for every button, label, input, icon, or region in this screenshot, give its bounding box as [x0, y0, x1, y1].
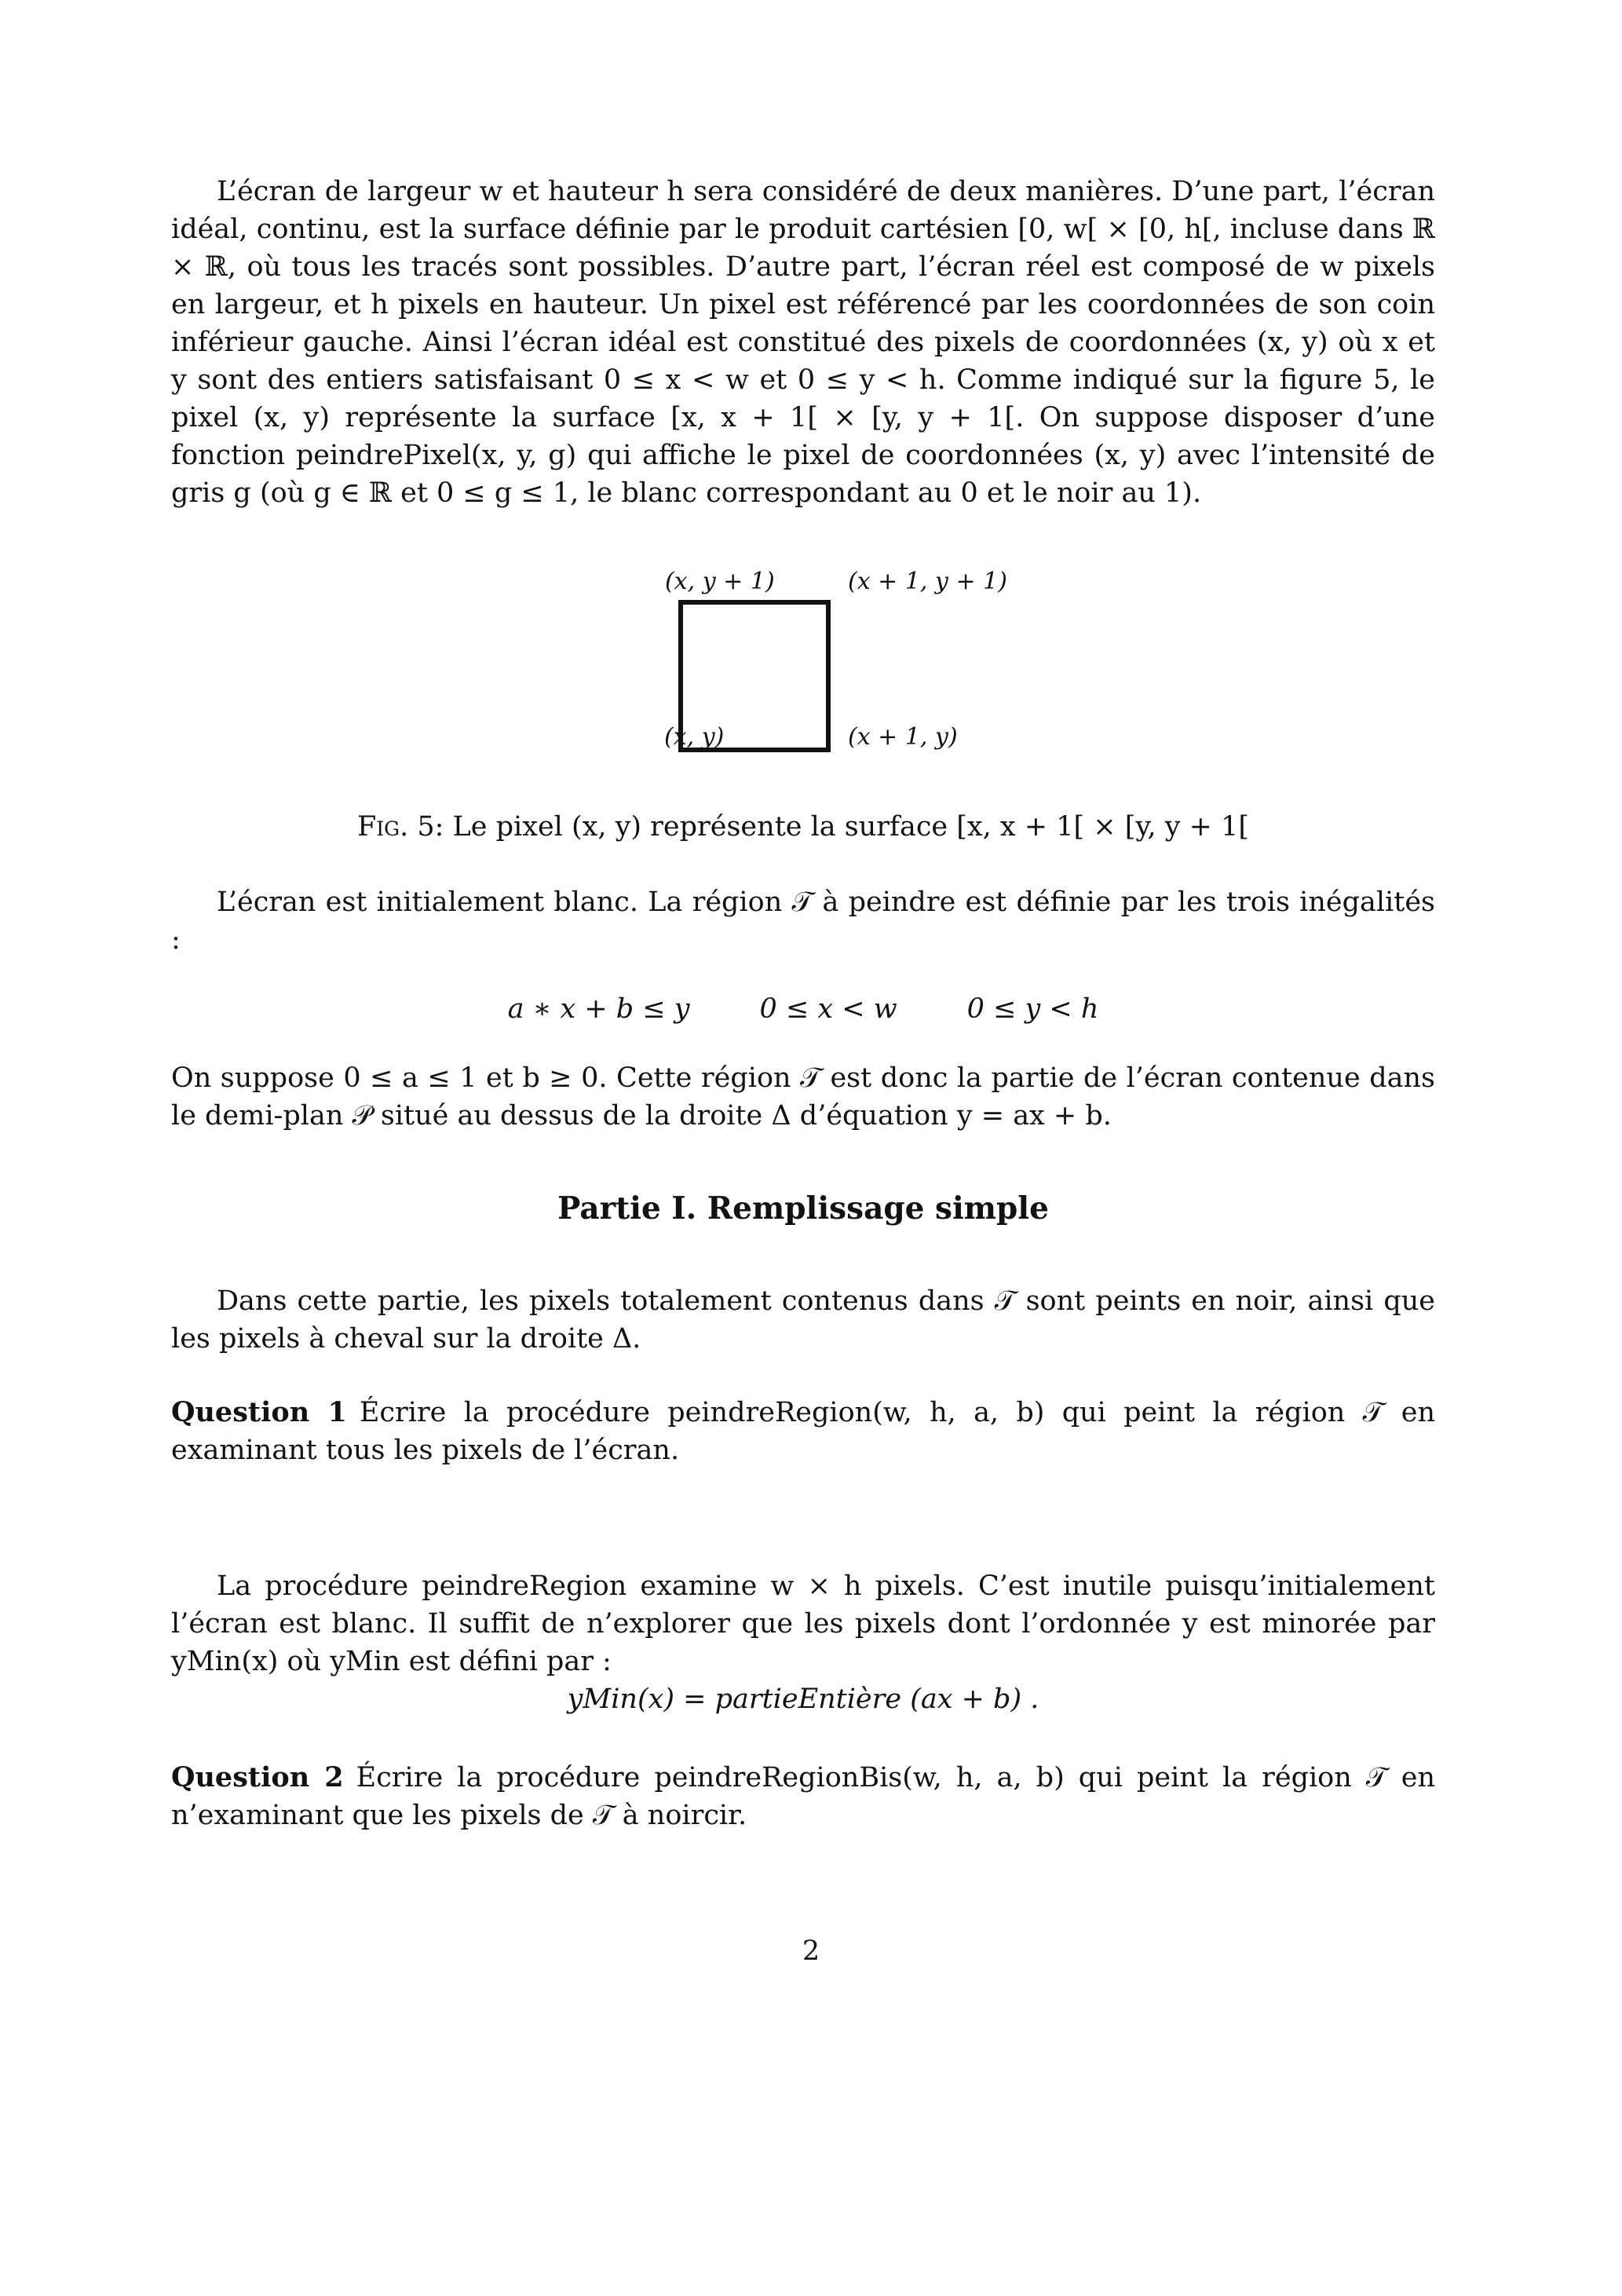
question-2-text: Écrire la procédure peindreRegionBis(w, h, a, b) qui peint la région 𝒯 en n’examinant que les pixels de 𝒯 à noircir.	[171, 1762, 1436, 1831]
page-content	[171, 173, 1435, 1834]
figure-caption-text: Le pixel (x, y) représente la surface [x, x + 1[ × [y, y + 1[	[452, 811, 1250, 843]
figure-caption	[171, 808, 1435, 846]
figure-label-bottom-left: (x, y)	[664, 723, 725, 751]
section-intro-paragraph: Dans cette partie, les pixels totalement contenus dans 𝒯 sont peints en noir, ainsi que les pixels à cheval sur la droite Δ.	[171, 1285, 1435, 1355]
ymin-formula: yMin(x) = partieEntière (ax + b) .	[567, 1684, 1039, 1715]
intro-paragraph: L’écran de largeur w et hauteur h sera considéré de deux manières. D’une part, l’écran idéal, continu, est la surface définie par le produit cartésien [0, w[ × [0, h[, incluse dans ℝ × ℝ, où tous les tracés sont possibles. D’autre part, l’écran réel est composé de w pixels en largeur, et h pixels en hauteur. Un pixel est référencé par les coordonnées de son coin inférieur gauche. Ainsi l’écran idéal est constitué des pixels de coordonnées (x, y) où x et y sont des entiers satisfaisant 0 ≤ x < w et 0 ≤ y < h. Comme indiqué sur la figure 5, le pixel (x, y) représente la surface [x, x + 1[ × [y, y + 1[. On suppose disposer d’une fonction peindrePixel(x, y, g) qui affiche le pixel de coordonnées (x, y) avec l’intensité de gris g (où g ∈ ℝ et 0 ≤ g ≤ 1, le blanc correspondant au 0 et le noir au 1).	[171, 176, 1435, 509]
page-number: 2	[802, 1936, 820, 1967]
pixel-figure	[171, 569, 1435, 765]
figure-label-bottom-right: (x + 1, y)	[848, 723, 958, 751]
question-1	[171, 1394, 1435, 1469]
figure-label-top-left: (x, y + 1)	[665, 568, 775, 595]
question-2	[171, 1759, 1435, 1834]
region-paragraph: L’écran est initialement blanc. La région 𝒯 à peindre est définie par les trois inégalités :	[171, 887, 1435, 956]
inequalities-display: a ∗ x + b ≤ y 0 ≤ x < w 0 ≤ y < h	[507, 993, 1099, 1025]
question-1-text: Écrire la procédure peindreRegion(w, h, a, b) qui peint la région 𝒯 en examinant tous les pixels de l’écran.	[171, 1397, 1436, 1466]
question-2-title: Question 2	[171, 1761, 344, 1793]
ymin-paragraph: La procédure peindreRegion examine w × h pixels. C’est inutile puisqu’initialement l’écran est blanc. Il suffit de n’explorer que les pixels dont l’ordonnée y est minorée par yMin(x) où yMin est défini par :	[171, 1570, 1435, 1677]
section-heading: Partie I. Remplissage simple	[557, 1190, 1049, 1227]
figure-caption-prefix: Fig. 5:	[356, 811, 444, 843]
assumption-paragraph: On suppose 0 ≤ a ≤ 1 et b ≥ 0. Cette région 𝒯 est donc la partie de l’écran contenue dans le demi-plan 𝒫 situé au dessus de la droite Δ d’équation y = ax + b.	[171, 1062, 1435, 1132]
question-1-title: Question 1	[171, 1396, 347, 1428]
figure-label-top-right: (x + 1, y + 1)	[848, 568, 1007, 595]
